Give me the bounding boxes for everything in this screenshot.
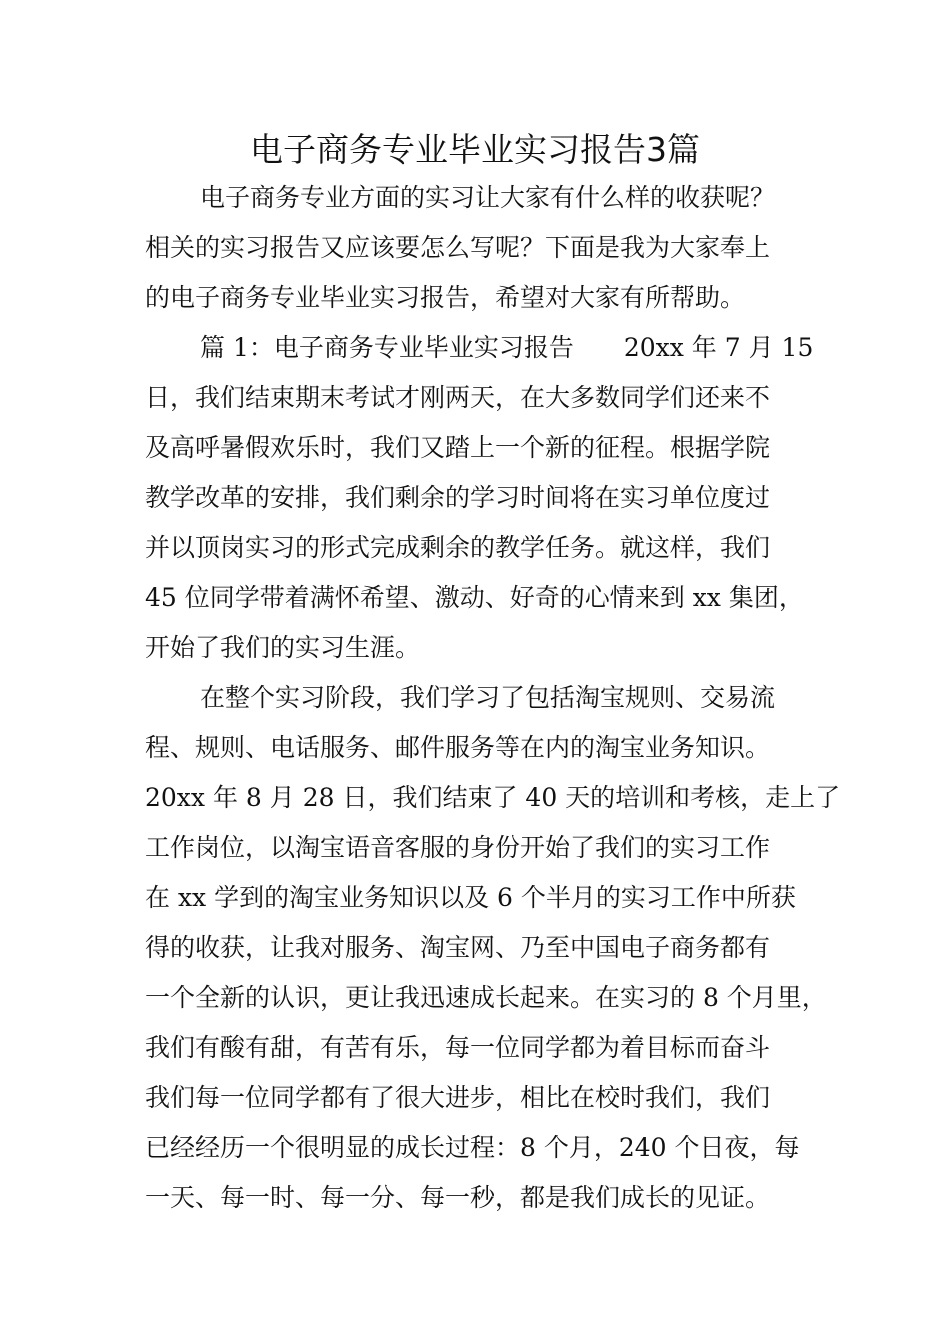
paragraph-3-line-11: 一天、每一时、每一分、每一秒，都是我们成长的见证。: [145, 1183, 771, 1212]
paragraph-3-line-1: 在整个实习阶段，我们学习了包括淘宝规则、交易流: [200, 683, 776, 712]
paragraph-3-line-3: 20xx 年 8 月 28 日，我们结束了 40 天的培训和考核，走上了: [145, 783, 841, 812]
paragraph-2-line-1: 篇 1：电子商务专业毕业实习报告 20xx 年 7 月 15: [200, 333, 814, 362]
paragraph-2-line-6: 45 位同学带着满怀希望、激动、好奇的心情来到 xx 集团，: [145, 583, 804, 612]
paragraph-1-line-2: 相关的实习报告又应该要怎么写呢？下面是我为大家奉上: [145, 233, 771, 262]
paragraph-2-line-5: 并以顶岗实习的形式完成剩余的教学任务。就这样，我们: [145, 533, 771, 562]
paragraph-3-line-8: 我们有酸有甜，有苦有乐，每一位同学都为着目标而奋斗: [145, 1033, 771, 1062]
paragraph-1-line-1: 电子商务专业方面的实习让大家有什么样的收获呢？: [200, 183, 776, 212]
paragraph-2-line-3: 及高呼暑假欢乐时，我们又踏上一个新的征程。根据学院: [145, 433, 771, 462]
document-title: 电子商务专业毕业实习报告3篇: [250, 130, 700, 169]
paragraph-3-line-6: 得的收获，让我对服务、淘宝网、乃至中国电子商务都有: [145, 933, 771, 962]
paragraph-3-line-2: 程、规则、电话服务、邮件服务等在内的淘宝业务知识。: [145, 733, 771, 762]
paragraph-2-line-7: 开始了我们的实习生涯。: [145, 633, 421, 662]
paragraph-2-line-2: 日，我们结束期末考试才刚两天，在大多数同学们还来不: [145, 383, 771, 412]
paragraph-3-line-4: 工作岗位，以淘宝语音客服的身份开始了我们的实习工作: [145, 833, 771, 862]
paragraph-3-line-7: 一个全新的认识，更让我迅速成长起来。在实习的 8 个月里，: [145, 983, 827, 1012]
paragraph-3-line-9: 我们每一位同学都有了很大进步，相比在校时我们，我们: [145, 1083, 771, 1112]
paragraph-2-line-4: 教学改革的安排，我们剩余的学习时间将在实习单位度过: [145, 483, 771, 512]
paragraph-3-line-10: 已经经历一个很明显的成长过程：8 个月，240 个日夜，每: [145, 1133, 800, 1162]
paragraph-3-line-5: 在 xx 学到的淘宝业务知识以及 6 个半月的实习工作中所获: [145, 883, 796, 912]
paragraph-1-line-3: 的电子商务专业毕业实习报告，希望对大家有所帮助。: [145, 283, 746, 312]
